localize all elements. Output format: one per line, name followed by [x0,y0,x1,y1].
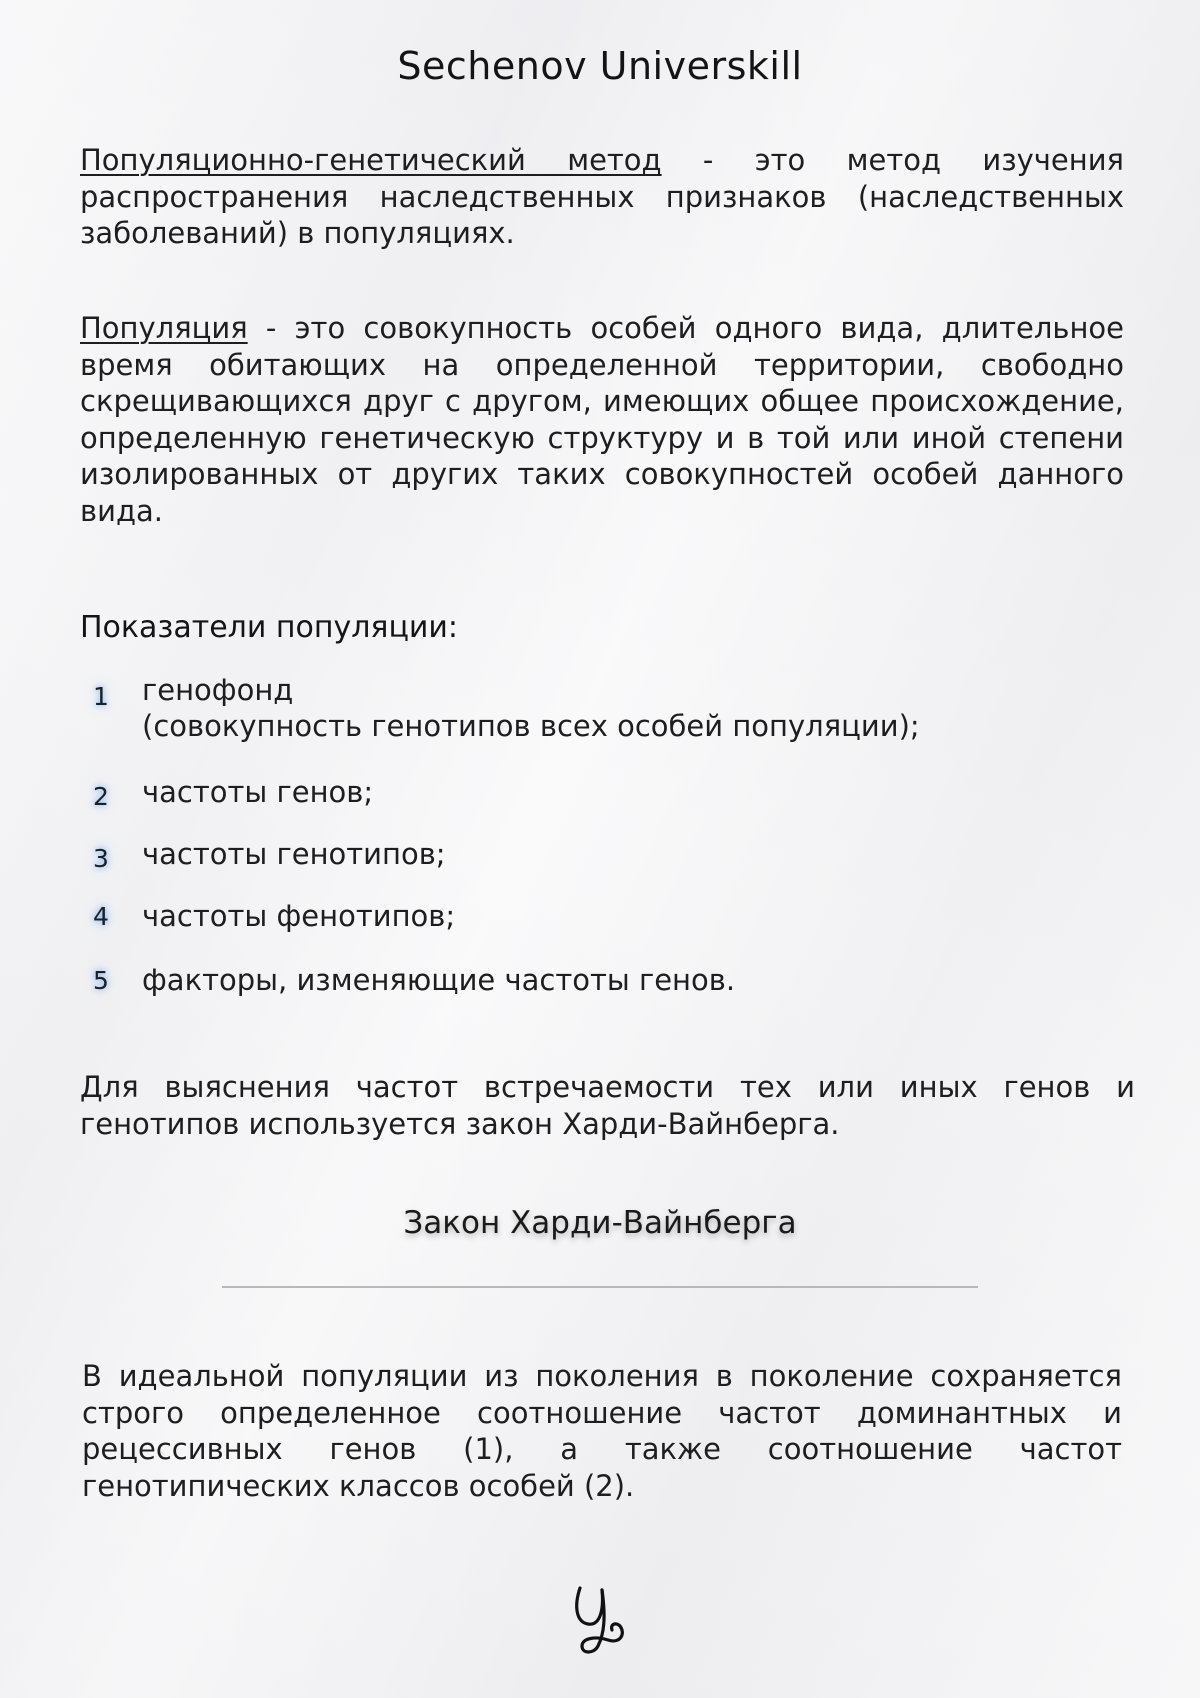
hardy-weinberg-intro: Для выяснения частот встречаемости тех или иных генов и генотипов используется закон Харди-Вайнберга. [80,1070,1135,1141]
definition-population [80,310,1124,529]
list-item-text: частоты фенотипов; [142,899,456,933]
indicators-heading: Показатели популяции: [80,610,458,645]
list-item-text: частоты генотипов; [142,837,446,871]
universkill-logo-icon [568,1582,634,1658]
list-number: 4 [93,902,109,931]
list-number: 1 [93,682,109,711]
term-population: Популяция [80,311,248,345]
term-method: Популяционно-генетический метод [80,143,662,177]
list-number: 5 [93,966,109,995]
definition-method-text: - это метод изучения распространения наследственных признаков (наследственных заболеваний) в популяциях. [80,143,1124,250]
law-heading: Закон Харди-Вайнберга [403,1205,797,1241]
page-title: Sechenov Universkill [397,44,803,88]
list-number: 3 [93,844,109,873]
definition-population-text: - это совокупность особей одного вида, длительное время обитающих на определенной территории, свободно скрещивающихся друг с другом, имеющих общее происхождение, определенную генетическую структуру и в той или иной степени изолированных от других таких совокупностей особей данного вида. [80,311,1124,528]
definition-method [80,142,1124,252]
list-item-text: факторы, изменяющие частоты генов. [142,963,736,997]
divider [222,1286,978,1288]
law-text: В идеальной популяции из поколения в поколение сохраняется строго определенное соотношение частот доминантных и рецессивных генов (1), а также соотношение частот генотипических классов особей (2). [82,1359,1122,1503]
list-item-subtext: (совокупность генотипов всех особей популяции); [142,709,920,743]
list-number: 2 [93,782,109,811]
list-item-text: частоты генов; [142,775,374,809]
list-item-text: генофонд [142,673,294,707]
